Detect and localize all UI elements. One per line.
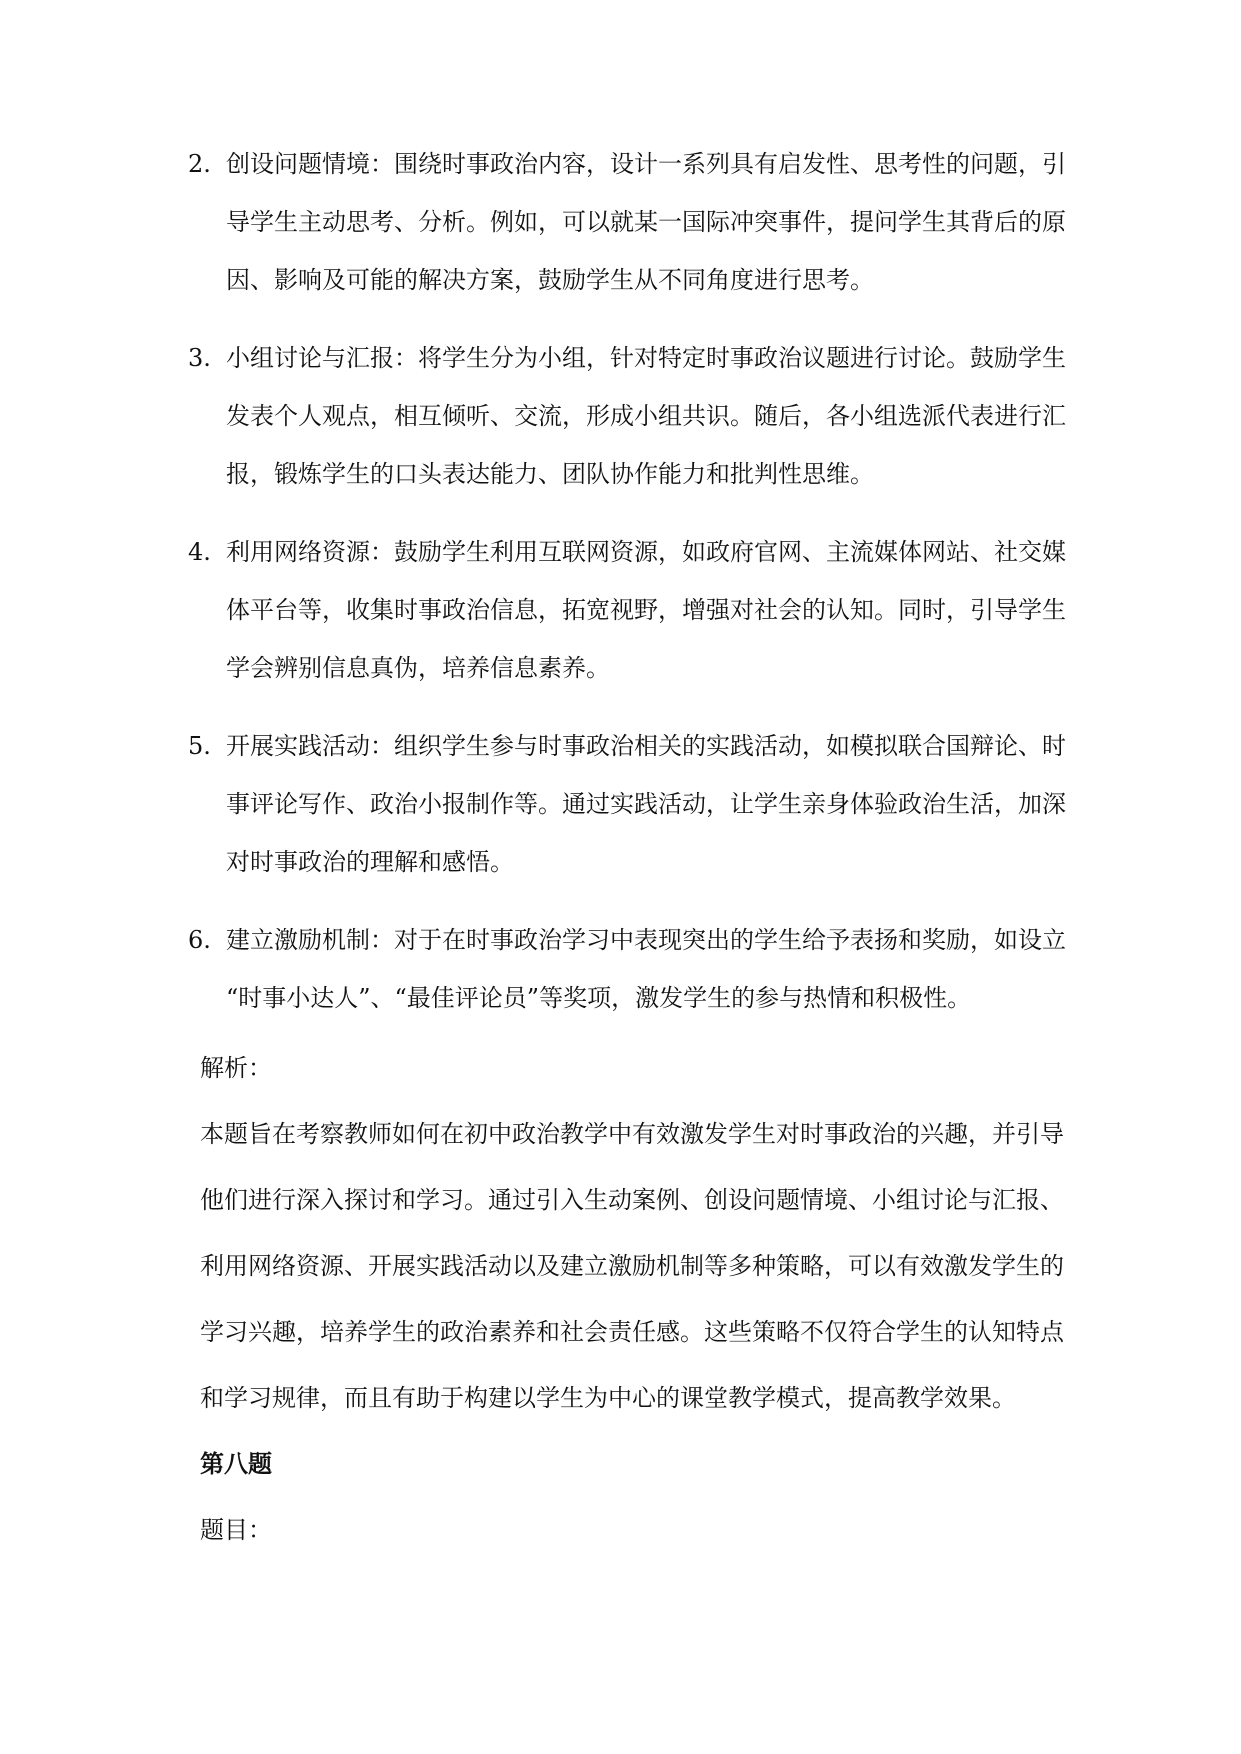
list-line: 创设问题情境：围绕时事政治内容，设计一系列具有启发性、思考性的问题，引 (226, 150, 1066, 178)
list-number: 2. (188, 150, 211, 178)
list-line: “时事小达人”、“最佳评论员”等奖项，激发学生的参与热情和积极性。 (226, 984, 972, 1012)
analysis-label: 解析： (200, 1054, 272, 1082)
analysis-line: 和学习规律，而且有助于构建以学生为中心的课堂教学模式，提高教学效果。 (200, 1384, 1016, 1412)
analysis-line: 本题旨在考察教师如何在初中政治教学中有效激发学生对时事政治的兴趣，并引导 (200, 1120, 1064, 1148)
question-label: 题目： (200, 1516, 272, 1544)
list-line: 导学生主动思考、分析。例如，可以就某一国际冲突事件，提问学生其背后的原 (226, 208, 1066, 236)
list-line: 体平台等，收集时事政治信息，拓宽视野，增强对社会的认知。同时，引导学生 (226, 596, 1066, 624)
section-heading: 第八题 (200, 1449, 272, 1478)
list-number: 5. (188, 732, 211, 760)
list-line: 开展实践活动：组织学生参与时事政治相关的实践活动，如模拟联合国辩论、时 (226, 732, 1066, 760)
list-number: 3. (188, 344, 211, 372)
list-line: 对时事政治的理解和感悟。 (226, 848, 514, 876)
list-line: 因、影响及可能的解决方案，鼓励学生从不同角度进行思考。 (226, 266, 874, 294)
analysis-line: 利用网络资源、开展实践活动以及建立激励机制等多种策略，可以有效激发学生的 (200, 1252, 1064, 1280)
analysis-line: 学习兴趣，培养学生的政治素养和社会责任感。这些策略不仅符合学生的认知特点 (200, 1318, 1064, 1346)
list-line: 建立激励机制：对于在时事政治学习中表现突出的学生给予表扬和奖励，如设立 (226, 926, 1066, 954)
list-line: 学会辨别信息真伪，培养信息素养。 (226, 654, 610, 682)
list-line: 报，锻炼学生的口头表达能力、团队协作能力和批判性思维。 (226, 460, 874, 488)
list-number: 4. (188, 538, 211, 566)
list-line: 事评论写作、政治小报制作等。通过实践活动，让学生亲身体验政治生活，加深 (226, 790, 1066, 818)
list-number: 6. (188, 926, 211, 954)
list-line: 发表个人观点，相互倾听、交流，形成小组共识。随后，各小组选派代表进行汇 (226, 402, 1066, 430)
list-line: 利用网络资源：鼓励学生利用互联网资源，如政府官网、主流媒体网站、社交媒 (226, 538, 1066, 566)
list-line: 小组讨论与汇报：将学生分为小组，针对特定时事政治议题进行讨论。鼓励学生 (226, 344, 1066, 372)
analysis-line: 他们进行深入探讨和学习。通过引入生动案例、创设问题情境、小组讨论与汇报、 (200, 1186, 1064, 1214)
